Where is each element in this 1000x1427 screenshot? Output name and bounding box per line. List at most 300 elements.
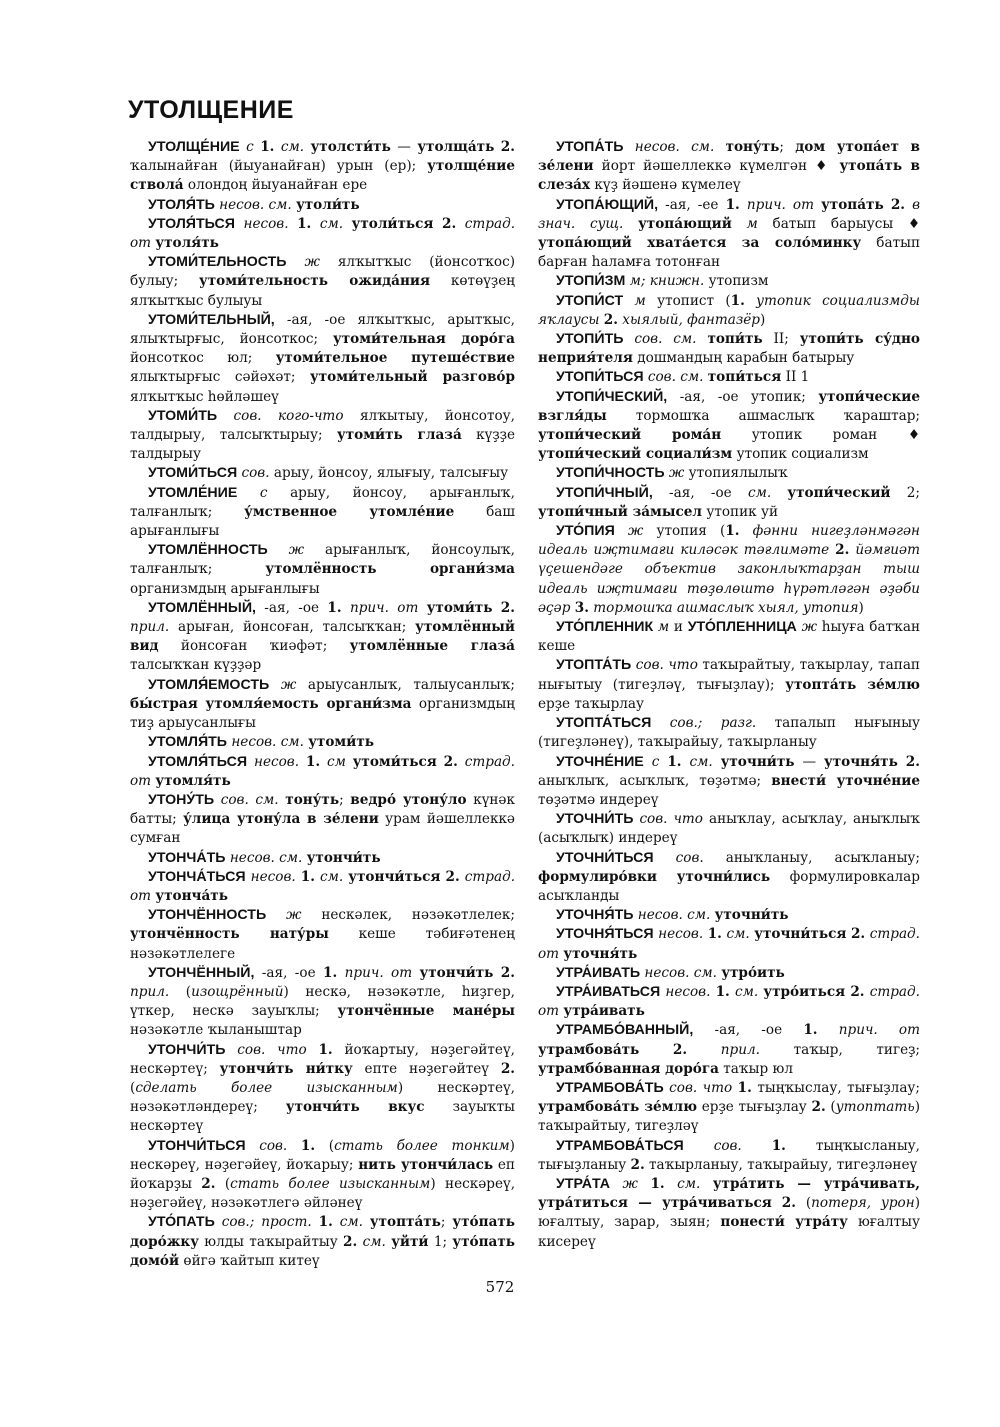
dictionary-entry xyxy=(538,1137,920,1175)
translation-text: — xyxy=(794,753,825,770)
translation-text: өйгә ҡайтып китеү xyxy=(179,1252,320,1269)
bold-phrase: 2. xyxy=(603,311,618,328)
translation-text: — xyxy=(390,139,418,155)
translation-text xyxy=(363,1214,370,1230)
entry-headword: УТОМИ́ТЕЛЬНЫЙ, xyxy=(148,311,275,328)
bold-phrase: утомля́ть xyxy=(155,772,231,789)
entry-headword: УТОМЛЁННЫЙ, xyxy=(148,599,256,616)
dictionary-entry xyxy=(538,1021,920,1079)
translation-text xyxy=(714,139,725,155)
translation-text xyxy=(898,754,906,770)
translation-text xyxy=(745,293,756,309)
bold-phrase: тону́ть xyxy=(725,139,780,155)
grammar-note: страд. от xyxy=(130,753,515,789)
translation-text: тыңҡысланыу, тығыҙланыу xyxy=(538,1137,921,1173)
entry-headword: УТОПИ́ТЬ xyxy=(556,331,624,348)
dictionary-entry xyxy=(538,138,920,196)
translation-text xyxy=(684,1138,714,1154)
bold-phrase: уточня́ть xyxy=(563,945,638,962)
bold-phrase: утолща́ть xyxy=(417,139,495,155)
bold-phrase: 2. xyxy=(343,1233,358,1250)
translation-text xyxy=(437,754,444,770)
grammar-note: сов. xyxy=(713,1137,742,1154)
dictionary-entry xyxy=(130,964,515,1041)
dictionary-entry xyxy=(130,138,515,196)
grammar-note: ж xyxy=(801,619,818,636)
dictionary-entry xyxy=(130,253,515,311)
translation-text: арыған, йонсоған, талсыҡҡан; xyxy=(169,619,416,636)
translation-text xyxy=(623,293,634,309)
translation-text xyxy=(343,216,352,232)
translation-text xyxy=(289,216,298,232)
translation-text: арыу, йонсоу, арығанлыҡ, талғанлыҡ; xyxy=(130,484,515,520)
bold-phrase: понести́ утра́ту xyxy=(720,1214,848,1231)
grammar-note: сов. что xyxy=(639,811,703,828)
bold-phrase: утончи́ть ни́тку xyxy=(219,1060,353,1077)
grammar-note: изощрённый xyxy=(191,983,284,1000)
translation-text xyxy=(651,715,669,731)
dictionary-entry xyxy=(538,522,920,618)
translation-text: ( xyxy=(169,983,192,1000)
bold-phrase: 2. xyxy=(850,926,866,943)
entry-headword: УТОНЧЁННОСТЬ xyxy=(148,907,267,924)
entry-headword: УТРА́ИВАТЬСЯ xyxy=(556,983,661,1000)
grammar-note: сов. что xyxy=(669,1079,733,1096)
bold-phrase: у́лица утону́ла в зе́лени xyxy=(183,811,379,828)
translation-text: ялҡытыу, йонсотоу, талдырыу, талсыҡтырыу; xyxy=(130,407,515,444)
grammar-note: с xyxy=(259,484,268,501)
translation-text xyxy=(644,754,652,770)
bold-phrase: утопа́ющий xyxy=(638,215,732,232)
grammar-note: несов. xyxy=(243,215,289,232)
bold-phrase: уто́пать домо́й xyxy=(130,1233,516,1269)
translation-text: ялыҡтырғыс сәйәхәт; xyxy=(130,369,311,386)
dictionary-entry xyxy=(538,272,920,291)
translation-text: ; xyxy=(779,139,796,155)
translation-text: аныҡланыу, асыҡланыу; xyxy=(703,849,920,866)
entry-headword: УТОПИ́СТ xyxy=(556,292,624,309)
grammar-note: м; книжн. xyxy=(629,273,705,290)
translation-text: организмдың тиҙ арыусанлығы xyxy=(130,695,516,732)
translation-text: -ая, -ое xyxy=(652,484,748,501)
bold-phrase: топи́ть xyxy=(707,331,763,348)
translation-text: 1; xyxy=(428,1233,453,1250)
translation-text: утопиялылыҡ xyxy=(684,465,788,482)
grammar-note: см. xyxy=(319,215,344,232)
bold-phrase: уто́пать доро́жку xyxy=(130,1214,516,1250)
bold-phrase: уточни́ть xyxy=(714,907,789,924)
translation-text: формулировкалар асыҡланды xyxy=(538,868,920,904)
translation-text: кеше тәбиғәтенең нәзәкәтлелеге xyxy=(130,926,515,962)
bold-phrase: утончи́ться xyxy=(348,868,441,885)
grammar-note: несов. xyxy=(658,926,704,943)
translation-text: олондоң йыуанайған ере xyxy=(183,177,368,194)
translation-text xyxy=(682,754,690,770)
bold-phrase: утомлённость органи́зма xyxy=(265,561,515,578)
grammar-note: сов. кого-что xyxy=(233,407,344,424)
entry-headword: УТОМИ́ТЕЛЬНОСТЬ xyxy=(148,254,287,271)
dictionary-entry xyxy=(130,868,515,906)
translation-text: ) юғалтыу, зарар, зыян; xyxy=(538,1195,920,1231)
translation-text: йонсоған ҡиәфәт; xyxy=(158,638,350,655)
bold-phrase: формулиро́вки уточни́лись xyxy=(538,868,771,885)
translation-text xyxy=(665,1176,678,1192)
translation-text: утопик социализм xyxy=(732,446,869,463)
bold-phrase: 2. xyxy=(672,1041,688,1058)
dictionary-entry xyxy=(538,368,920,387)
translation-text: арыусанлыҡ, талыусанлыҡ; xyxy=(296,676,515,693)
bold-phrase: 2. xyxy=(850,983,865,1000)
translation-text xyxy=(623,139,634,155)
entry-headword: УТОМЛЯ́ЕМОСТЬ xyxy=(148,676,270,693)
bold-phrase: 1. xyxy=(707,926,722,943)
grammar-note: ж xyxy=(280,676,297,693)
grammar-note: м xyxy=(746,215,758,232)
grammar-note: ж xyxy=(622,1175,638,1192)
translation-text: ҡалынайған (йыуанайған) урын (ер); xyxy=(130,158,428,175)
translation-text xyxy=(492,600,500,616)
translation-text: ) xyxy=(858,599,864,616)
translation-text xyxy=(299,754,306,770)
bold-phrase: 2. xyxy=(442,215,457,232)
bold-phrase: 1. xyxy=(771,1137,786,1154)
translation-text: утопизм xyxy=(704,273,769,290)
translation-text xyxy=(713,754,721,770)
translation-text: ерҙе таҡырлау xyxy=(538,695,645,712)
bold-phrase: утопи́ческий рома́н xyxy=(538,427,722,444)
grammar-note: см xyxy=(326,753,346,770)
bold-phrase: у́мственное утомле́ние xyxy=(244,503,455,520)
entry-headword: УТОПИ́ЧЕСКИЙ, xyxy=(556,388,668,405)
dictionary-entry xyxy=(538,1079,920,1137)
grammar-note: несов. xyxy=(253,753,300,770)
bold-phrase: 1. xyxy=(737,1079,752,1096)
translation-text xyxy=(772,1195,782,1211)
bold-phrase: 1. xyxy=(725,523,740,540)
translation-text xyxy=(740,197,747,213)
translation-text: аныҡлыҡ, асыҡлыҡ, төҙәтмә; xyxy=(538,772,772,789)
translation-text xyxy=(342,600,350,616)
bold-phrase: 2. xyxy=(445,868,460,885)
entry-headword: УТОНЧА́ТЬ xyxy=(148,849,226,866)
bold-phrase: утончи́ть xyxy=(419,964,494,981)
translation-text: II 1 xyxy=(781,369,810,386)
bold-phrase: утрамбова́ть зе́млю xyxy=(538,1099,698,1116)
bold-phrase: нить утончи́лась xyxy=(358,1156,494,1173)
bold-phrase: утоля́ть xyxy=(155,235,219,252)
bold-phrase: утончённые мане́ры xyxy=(337,1003,515,1020)
entry-headword: УТОМЛЁННОСТЬ xyxy=(148,542,268,559)
bold-phrase: утоми́тельность ожида́ния xyxy=(199,273,431,290)
grammar-note: сов.; прост. xyxy=(221,1214,312,1231)
bold-phrase: 1. xyxy=(667,753,682,770)
translation-text: -ая, -ое xyxy=(254,964,324,981)
entry-headword: УТОПТА́ТЬСЯ xyxy=(556,715,652,732)
grammar-note: несов. см. xyxy=(231,734,304,751)
translation-text: ) нескә, нәзәкәтле, һиҙгер, үткер, нескә зауыҡлы; xyxy=(130,983,515,1020)
page-title: УТОЛЩЕНИЕ xyxy=(128,96,294,124)
translation-text xyxy=(623,331,634,347)
grammar-note: ж xyxy=(286,907,302,924)
translation-text xyxy=(246,1138,260,1154)
bold-phrase: утопи́ть су́дно неприя́теля xyxy=(538,331,921,367)
translation-text xyxy=(697,331,708,347)
grammar-note: см. xyxy=(362,1233,386,1250)
dictionary-entry xyxy=(538,983,920,1021)
translation-text xyxy=(700,1176,713,1192)
grammar-note: см. xyxy=(734,983,759,1000)
bold-phrase: утомлённый вид xyxy=(130,619,515,655)
translation-text xyxy=(287,1138,301,1154)
translation-text: арығанлыҡ, йонсоулыҡ, талғанлыҡ; xyxy=(130,542,515,578)
entry-headword: УТОЧНИ́ТЬ xyxy=(556,811,634,828)
bold-phrase: утопта́ть xyxy=(369,1214,441,1231)
entry-headword: УТОЧНИ́ТЬСЯ xyxy=(556,849,654,866)
grammar-note: страд. от xyxy=(538,926,920,962)
bold-phrase: утро́иться xyxy=(763,983,846,1000)
translation-text xyxy=(237,485,260,501)
bold-phrase: 1. xyxy=(305,753,321,770)
bold-phrase: 1. xyxy=(318,1041,333,1058)
bold-phrase: утончи́ть вкус xyxy=(285,1099,425,1116)
translation-text: арыу, йонсоу, ялығыу, талсығыу xyxy=(269,465,509,482)
translation-text xyxy=(320,754,327,770)
translation-text: һыуға батҡан кеше xyxy=(538,619,921,655)
bold-phrase: утоми́тельный разгово́р xyxy=(310,369,515,386)
translation-text: утопист ( xyxy=(645,292,731,309)
translation-text: епте нәҙегәйтеү xyxy=(352,1060,501,1077)
translation-text: 2; xyxy=(890,484,920,501)
dictionary-entry xyxy=(538,714,920,752)
translation-text xyxy=(638,1176,651,1192)
translation-text xyxy=(639,1042,673,1058)
translation-text: йорт йәшеллеккә күмелгән xyxy=(593,158,816,175)
bold-phrase: ♦ утопа́ть в слеза́х xyxy=(538,158,920,194)
grammar-note: см. xyxy=(747,484,772,501)
translation-text xyxy=(433,216,442,232)
dictionary-entry xyxy=(538,330,920,368)
translation-text: таҡырайтыу, таҡырлау, тапап нығытыу (тигеҙләү, тығыҙлау); xyxy=(538,657,920,693)
dictionary-entry xyxy=(538,753,920,811)
bold-phrase: ведро́ утону́ло xyxy=(350,791,467,808)
translation-text: аныҡлау, асыҡлау, аныҡлыҡ (асыҡлыҡ) индереү xyxy=(538,811,920,847)
entry-headword: УТОЛЯ́ТЬСЯ xyxy=(148,215,235,232)
bold-phrase: 1. xyxy=(650,1175,665,1192)
translation-text: тапалып нығыныу (тигеҙләнеү), таҡырайыу, таҡырланыу xyxy=(538,715,921,751)
translation-text xyxy=(884,197,891,213)
grammar-note: сов. см. xyxy=(220,791,279,808)
translation-text: нескәлек, нәзәкәтлелек; xyxy=(301,907,515,924)
dictionary-entry xyxy=(130,541,515,599)
dictionary-entry xyxy=(130,599,515,676)
bold-phrase: дом утопа́ет в зе́лени xyxy=(538,139,920,175)
translation-text xyxy=(742,1138,772,1154)
entry-headword: УТРАМБОВА́ТЬСЯ xyxy=(556,1137,684,1154)
translation-text: утопик роман xyxy=(721,427,908,444)
translation-text: ерҙе тығыҙлау xyxy=(697,1099,812,1116)
translation-text xyxy=(346,754,353,770)
translation-text: төҙәтмә индереү xyxy=(538,791,659,808)
bold-phrase: уточни́ть xyxy=(720,753,795,770)
bold-phrase: утоми́тельная доро́га xyxy=(333,331,515,348)
bold-phrase: 1. xyxy=(297,215,312,232)
grammar-note: ж xyxy=(304,254,320,271)
grammar-note: ж xyxy=(288,542,305,559)
translation-text xyxy=(235,216,244,232)
entry-headword: УТОЧНЯ́ТЬ xyxy=(556,907,634,924)
grammar-note: в знач. сущ. xyxy=(538,196,921,232)
grammar-note: прил. xyxy=(130,619,170,636)
grammar-note: сов. что xyxy=(635,657,698,674)
entry-headword: УТОПТА́ТЬ xyxy=(556,657,632,674)
grammar-note: хыялый, фантазёр xyxy=(622,311,761,328)
translation-text: йонсоткос юл; xyxy=(130,350,276,367)
dictionary-entry xyxy=(538,292,920,330)
translation-text: таҡыр, тигеҙ; xyxy=(759,1041,921,1058)
grammar-note: см. xyxy=(726,926,750,943)
grammar-note: йәмғиәт үҫешендәге объектив законлыҡтарҙан тыш идеаль иҗтимағи төҙөлөштө һүрәтләгән әҙәби әҫәр xyxy=(538,542,920,616)
grammar-note: см. xyxy=(689,753,713,770)
grammar-note: прич. от xyxy=(838,1022,920,1039)
translation-text: ялҡытҡыс (йонсотҡос) булыу; xyxy=(130,254,515,290)
translation-text xyxy=(610,1176,623,1192)
translation-text: ( xyxy=(130,1079,136,1096)
dictionary-entry xyxy=(130,311,515,407)
translation-text: батып барған һаламға тотонған xyxy=(538,235,920,271)
bold-phrase: утопи́ческий xyxy=(787,484,891,501)
grammar-note: несов. xyxy=(250,868,296,885)
grammar-note: см. xyxy=(339,1214,363,1231)
translation-text xyxy=(214,792,221,808)
translation-text xyxy=(268,542,289,558)
left-column xyxy=(130,138,515,1271)
bold-phrase: 1. xyxy=(260,139,275,155)
translation-text: урам йәшеллеккә сумған xyxy=(130,811,515,847)
dictionary-entry xyxy=(538,925,920,963)
grammar-note: прил. xyxy=(720,1041,760,1058)
grammar-note: страд. от xyxy=(538,983,920,1020)
bold-phrase: 1. xyxy=(327,599,342,616)
translation-text xyxy=(266,907,286,923)
translation-text: -ая, -ое утопик; xyxy=(667,388,819,405)
bold-phrase: утоми́ть xyxy=(426,599,493,616)
bold-phrase: утрамбова́ть xyxy=(538,1041,640,1058)
translation-text xyxy=(418,600,426,616)
translation-text: күнәк батты; xyxy=(130,791,515,828)
bold-phrase: 1. xyxy=(300,1137,316,1154)
bold-phrase: уйти́ xyxy=(391,1233,429,1250)
translation-text: утопик уй xyxy=(702,503,779,520)
grammar-note: тормошҡа ашмаслыҡ хыял, утопия xyxy=(593,599,859,616)
entry-headword: УТО́ПЛЕННИЦА xyxy=(687,619,797,636)
translation-text xyxy=(247,754,254,770)
bold-phrase: 1. xyxy=(803,1022,818,1039)
entry-headword: УТОПИ́ЧНОСТЬ xyxy=(556,465,665,482)
translation-text: -ая, -ее xyxy=(658,196,726,213)
dictionary-entry xyxy=(538,906,920,925)
bold-phrase: утопи́чный за́мысел xyxy=(538,503,702,520)
bold-phrase: 2. xyxy=(201,1175,216,1192)
grammar-note: утоптать xyxy=(835,1099,915,1116)
translation-text xyxy=(311,216,320,232)
bold-phrase: утоми́ть xyxy=(308,734,374,751)
grammar-note: несов. см. xyxy=(634,139,715,155)
translation-text: күҙҙе талдырыу xyxy=(130,427,515,463)
bold-phrase: 2. xyxy=(500,964,515,981)
translation-text: -ая, -ое xyxy=(255,599,328,616)
bold-phrase: утрамбо́ванная доро́га xyxy=(538,1060,719,1077)
grammar-note: сделать более изысканным xyxy=(135,1079,398,1096)
dictionary-entry xyxy=(130,1213,515,1271)
dictionary-entry xyxy=(538,810,920,848)
dictionary-entry xyxy=(130,676,515,734)
grammar-note: м xyxy=(634,292,646,309)
entry-headword: УТОЛЩЕ́НИЕ xyxy=(148,139,240,155)
translation-text xyxy=(337,965,344,981)
bold-phrase: утопи́ческие взгля́ды xyxy=(538,388,920,424)
translation-text xyxy=(623,216,638,232)
grammar-note: м xyxy=(657,619,670,636)
dictionary-entry xyxy=(130,1041,515,1137)
bold-phrase: утоми́ться xyxy=(352,753,437,770)
translation-text xyxy=(458,754,465,770)
translation-text: ) xyxy=(760,311,766,328)
translation-text: ) нескәреү, нәҙегәйеү, нәзәкәтлегә әйләнеү xyxy=(130,1175,516,1212)
translation-text: -ая, -ое xyxy=(693,1022,804,1039)
bold-phrase: утра́тить — утра́чивать, утра́титься — утра́чиваться xyxy=(538,1175,920,1212)
grammar-note: сов. xyxy=(259,1137,288,1154)
grammar-note: утопик социализмды яҡлаусы xyxy=(538,292,920,328)
grammar-note: с xyxy=(651,753,660,770)
entry-headword: УТОПИ́ТЬСЯ xyxy=(556,369,644,386)
bold-phrase: 2. xyxy=(500,599,515,616)
entry-headword: УТРАМБОВА́ТЬ xyxy=(556,1079,664,1096)
grammar-note: см. xyxy=(677,1175,701,1192)
entry-headword: УТРА́ИВАТЬ xyxy=(556,964,641,981)
dictionary-entry xyxy=(538,964,920,983)
entry-headword: УТОМЛЯ́ТЬСЯ xyxy=(148,753,248,770)
dictionary-entry xyxy=(130,215,515,253)
bold-phrase: утолще́ние ствола́ xyxy=(130,158,515,194)
bold-phrase: утончённость нату́ры xyxy=(130,926,329,943)
bold-phrase: топи́ться xyxy=(707,369,782,386)
bold-phrase: 2. xyxy=(811,1099,826,1116)
grammar-note: стать более тонким xyxy=(334,1137,510,1154)
grammar-note: с xyxy=(246,139,254,155)
bold-phrase: 2. xyxy=(500,139,515,155)
translation-text: көтөүҙең ялҡытҡыс булыуы xyxy=(130,273,515,309)
bold-phrase: утомлённые глаза́ xyxy=(349,638,515,655)
translation-text: ( xyxy=(315,1137,335,1154)
bold-phrase: 1. xyxy=(730,292,745,309)
grammar-note: см. xyxy=(280,139,305,155)
translation-text: II; xyxy=(762,331,800,348)
dictionary-entry xyxy=(130,733,515,752)
translation-text xyxy=(818,1022,839,1038)
entry-headword: УТО́ПАТЬ xyxy=(148,1214,215,1231)
entry-headword: УТОПИ́ЗМ xyxy=(556,273,626,290)
translation-text xyxy=(493,965,500,981)
translation-text xyxy=(307,1042,319,1058)
bold-phrase: утопта́ть зе́млю xyxy=(785,676,920,693)
translation-text xyxy=(312,1214,319,1230)
entry-headword: УТОМЛЕ́НИЕ xyxy=(148,484,238,501)
dictionary-entry xyxy=(538,618,920,656)
translation-text xyxy=(740,523,753,539)
dictionary-entry xyxy=(130,849,515,868)
bold-phrase: утолсти́ть xyxy=(310,139,391,155)
grammar-note: сов. см. xyxy=(647,369,704,386)
